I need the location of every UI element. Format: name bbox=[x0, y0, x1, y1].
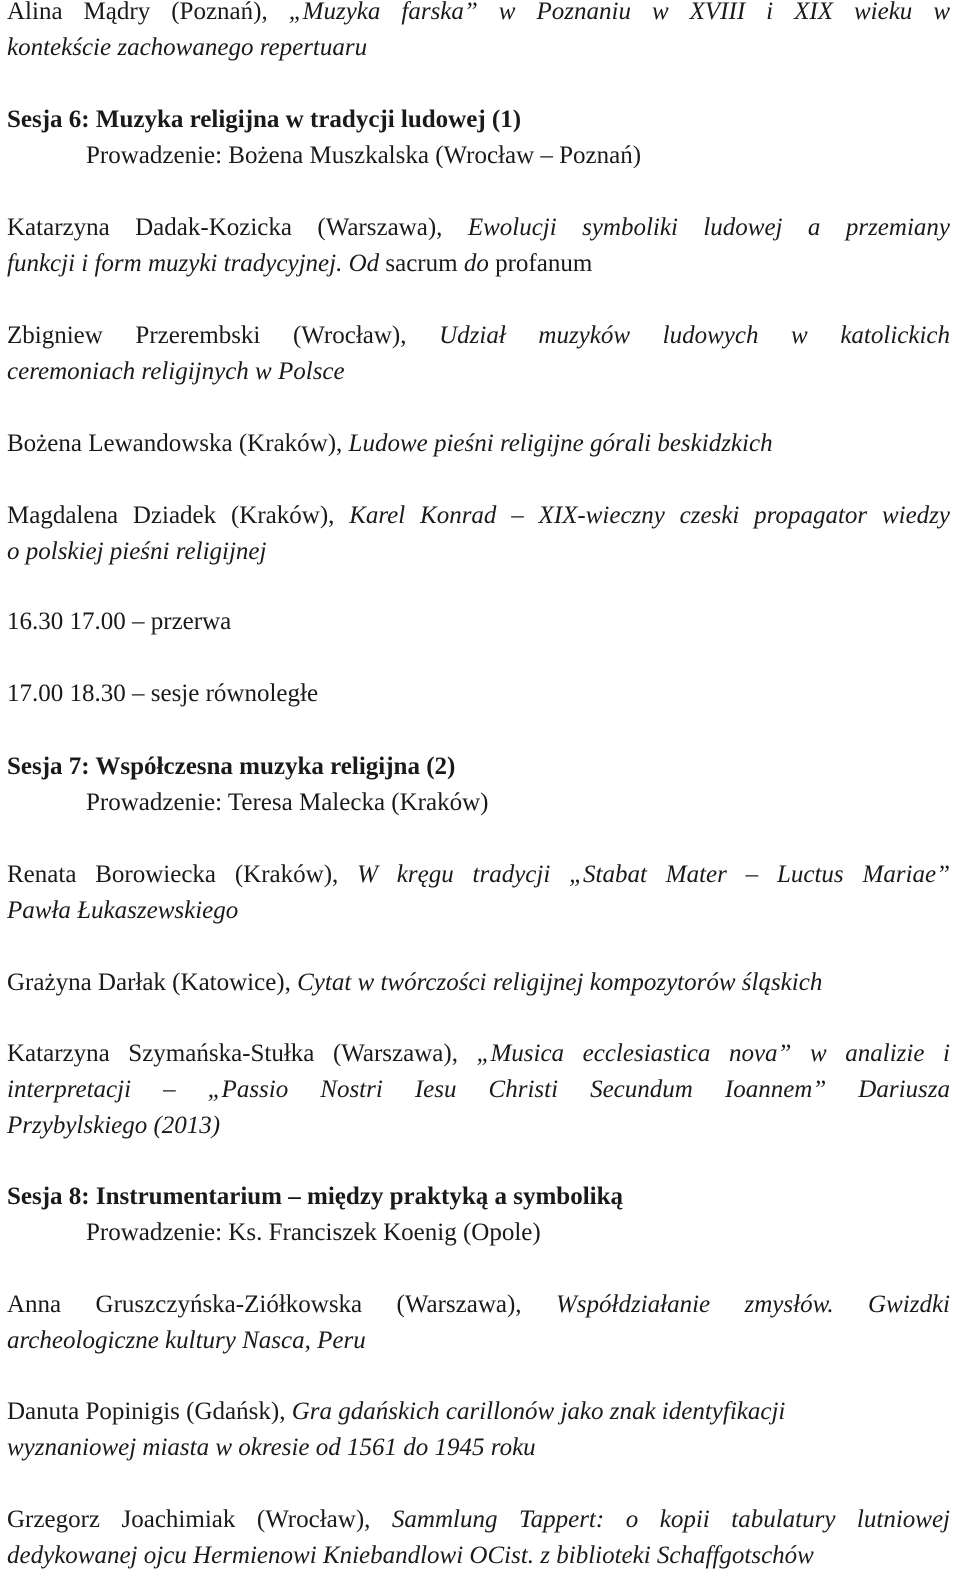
parallel-sessions-time: 17.00 18.30 – sesje równoległe bbox=[7, 680, 319, 707]
paper-entry-madry bbox=[7, 0, 950, 30]
paper-title: Ewolucji symboliki ludowej a przemiany bbox=[467, 214, 950, 241]
paper-title-part: funkcji i form muzyki tradycyjnej. Od bbox=[7, 250, 386, 277]
paper-title-continued: ceremoniach religijnych w Polsce bbox=[7, 358, 345, 385]
author: Alina Mądry (Poznań), bbox=[7, 0, 289, 25]
author: Danuta Popinigis (Gdańsk), bbox=[7, 1398, 292, 1425]
paper-entry-gruszczynska bbox=[7, 1287, 950, 1323]
session-6-heading: Sesja 6: Muzyka religijna w tradycji ludowej (1) bbox=[7, 106, 522, 133]
paper-title-continued: o polskiej pieśni religijnej bbox=[7, 538, 267, 565]
author: Bożena Lewandowska (Kraków), bbox=[7, 430, 349, 457]
paper-title-continued: interpretacji – „Passio Nostri Iesu Christi Secundum Ioannem” Dariusza bbox=[7, 1076, 950, 1103]
paper-title: Udział muzyków ludowych w katolickich bbox=[439, 322, 951, 349]
paper-title-term: profanum bbox=[495, 250, 593, 277]
author: Grażyna Darłak (Katowice), bbox=[7, 969, 298, 996]
paper-title-part: do bbox=[457, 250, 496, 277]
paper-entry-dadak-kozicka bbox=[7, 210, 950, 246]
paper-title: Cytat w twórczości religijnej kompozytorów śląskich bbox=[297, 969, 823, 996]
paper-entry-joachimiak bbox=[7, 1502, 950, 1538]
paper-title-continued: kontekście zachowanego repertuaru bbox=[7, 34, 368, 61]
paper-title: Współdziałanie zmysłów. Gwizdki bbox=[555, 1291, 950, 1318]
paper-entry-przerembski bbox=[7, 318, 950, 354]
author: Renata Borowiecka (Kraków), bbox=[7, 861, 358, 888]
paper-title-continued bbox=[7, 246, 950, 282]
author: Katarzyna Szymańska-Stułka (Warszawa), bbox=[7, 1040, 477, 1067]
session-7-chair: Prowadzenie: Teresa Malecka (Kraków) bbox=[86, 789, 489, 816]
paper-title: Ludowe pieśni religijne górali beskidzkich bbox=[348, 430, 773, 457]
session-8-chair: Prowadzenie: Ks. Franciszek Koenig (Opole) bbox=[86, 1219, 541, 1246]
paper-title: „Muzyka farska” w Poznaniu w XVIII i XIX wieku w bbox=[288, 0, 950, 25]
paper-title-continued: Pawła Łukaszewskiego bbox=[7, 897, 239, 924]
paper-entry-dziadek bbox=[7, 498, 950, 534]
paper-title-continued: wyznaniowej miasta w okresie od 1561 do 1945 roku bbox=[7, 1434, 536, 1461]
paper-title: Karel Konrad – XIX-wieczny czeski propagator wiedzy bbox=[349, 502, 950, 529]
paper-entry-borowiecka bbox=[7, 857, 950, 893]
paper-title: W kręgu tradycji „Stabat Mater – Luctus Mariae” bbox=[357, 861, 950, 888]
author: Grzegorz Joachimiak (Wrocław), bbox=[7, 1506, 392, 1533]
paper-entry-popinigis bbox=[7, 1394, 950, 1430]
paper-title: Gra gdańskich carillonów jako znak identyfikacji bbox=[291, 1398, 786, 1425]
paper-title: Sammlung Tappert: o kopii tabulatury lutniowej bbox=[391, 1506, 950, 1533]
paper-title: „Musica ecclesiastica nova” w analizie i bbox=[476, 1040, 950, 1067]
paper-entry-lewandowska bbox=[7, 426, 950, 462]
session-6-chair: Prowadzenie: Bożena Muszkalska (Wrocław – Poznań) bbox=[86, 142, 642, 169]
paper-title-term: sacrum bbox=[385, 250, 458, 277]
session-7-heading: Sesja 7: Współczesna muzyka religijna (2) bbox=[7, 753, 456, 780]
author: Zbigniew Przerembski (Wrocław), bbox=[7, 322, 440, 349]
paper-entry-darlak bbox=[7, 965, 950, 1001]
session-8-heading: Sesja 8: Instrumentarium – między praktyką a symboliką bbox=[7, 1183, 623, 1210]
paper-entry-szymanska-stulka bbox=[7, 1036, 950, 1072]
author: Anna Gruszczyńska-Ziółkowska (Warszawa), bbox=[7, 1291, 556, 1318]
author: Katarzyna Dadak-Kozicka (Warszawa), bbox=[7, 214, 468, 241]
author: Magdalena Dziadek (Kraków), bbox=[7, 502, 350, 529]
paper-title-continued: dedykowanej ojcu Hermienowi Kniebandlowi OCist. z biblioteki Schaffgotschów bbox=[7, 1542, 814, 1569]
paper-title-continued: archeologiczne kultury Nasca, Peru bbox=[7, 1327, 366, 1354]
paper-title-continued: Przybylskiego (2013) bbox=[7, 1112, 221, 1139]
break-time: 16.30 17.00 – przerwa bbox=[7, 608, 232, 635]
